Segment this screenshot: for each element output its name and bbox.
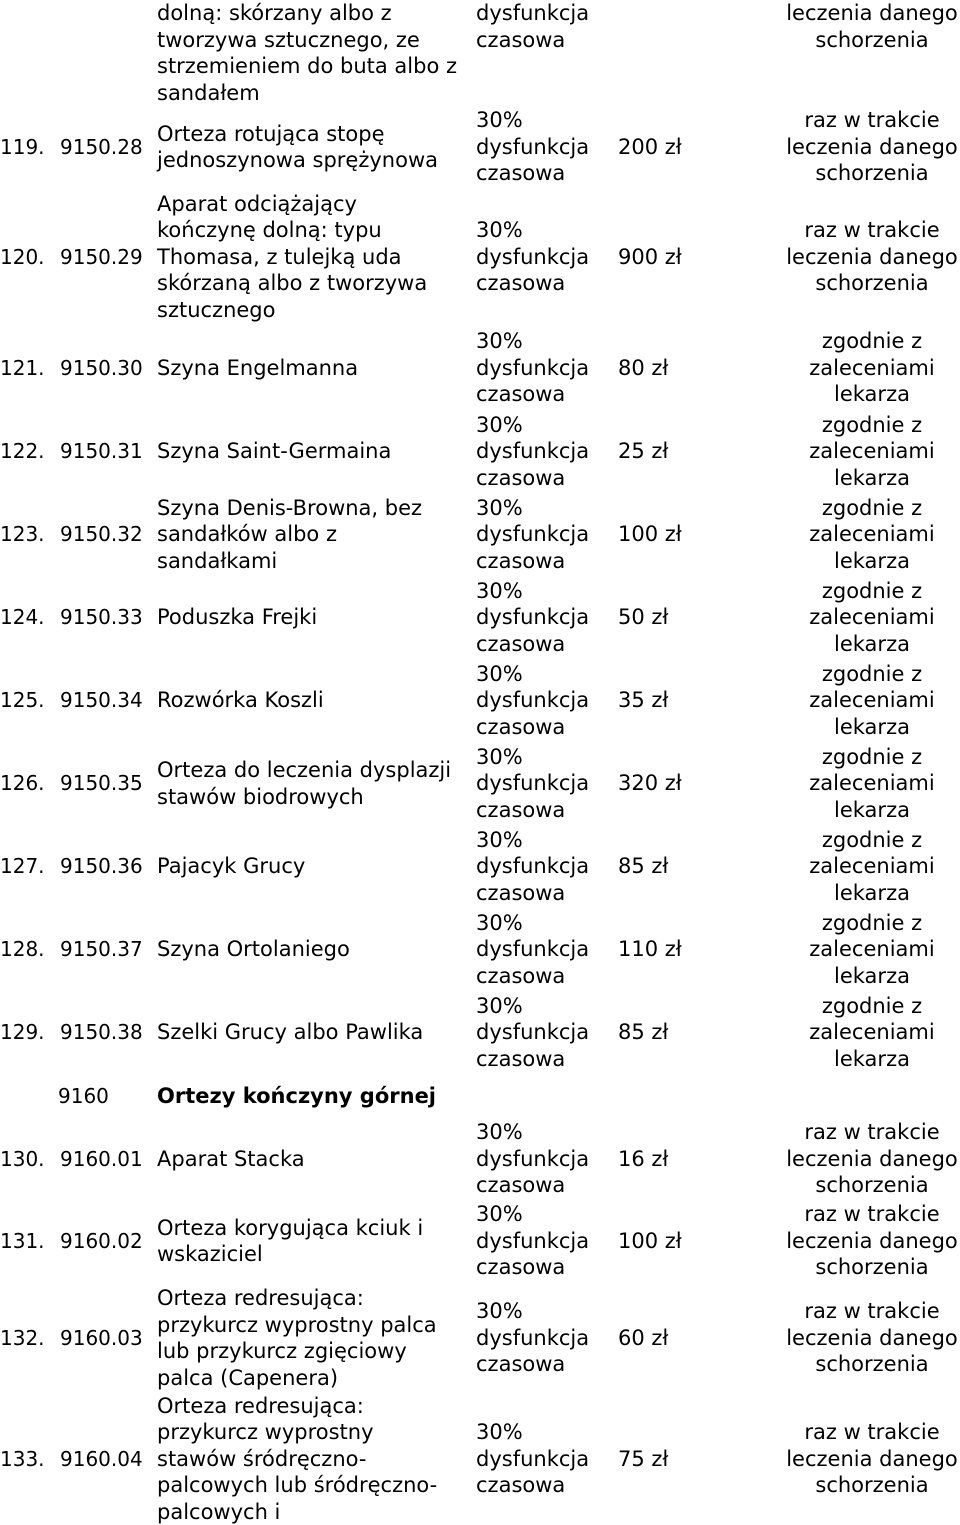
refund-line: dysfunkcja [476,854,590,879]
name-line: palcowych i [157,1499,281,1524]
frequency-line: zaleceniami [809,771,935,796]
refund-line: czasowa [476,797,566,822]
frequency-line: raz w trakcie [804,1420,940,1445]
refund-level [476,825,616,908]
name-line: Thomasa, z tulejką uda [157,244,402,269]
refund-line: czasowa [476,1473,566,1498]
frequency-line: schorzenia [815,1473,929,1498]
item-name [157,1394,475,1524]
item-name [157,188,475,326]
item-code: 9150.37 [60,937,143,962]
row-number: 122. [0,439,45,464]
item-price: 25 zł [618,439,669,464]
row-number: 132. [0,1325,45,1350]
refund-line: 30% [476,108,523,133]
frequency [784,1282,960,1394]
row-number: 120. [0,244,45,269]
refund-line: dysfunkcja [476,1020,590,1045]
frequency [784,1394,960,1524]
frequency-line: schorzenia [815,1352,929,1377]
item-code: 9150.33 [60,605,143,630]
name-line: skórzaną albo z tworzywa [157,271,428,296]
refund-line: dysfunkcja [476,355,590,380]
frequency-line: lekarza [834,797,910,822]
frequency-line: zaleceniami [809,688,935,713]
refund-line: czasowa [476,1255,566,1280]
refund-line: czasowa [476,465,566,490]
row-number: 124. [0,605,45,630]
frequency [784,493,960,576]
name-line: stawów biodrowych [157,784,364,809]
item-name [157,742,475,825]
frequency-line: leczenia danego [786,1146,958,1171]
item-price: 110 zł [618,937,682,962]
refund-line: 30% [476,495,523,520]
item-code: 9160.01 [60,1146,143,1171]
table-row [0,576,960,659]
frequency [784,1200,960,1282]
frequency-line: lekarza [834,1046,910,1071]
frequency-line: lekarza [834,548,910,573]
refund-level [476,326,616,410]
frequency-line: raz w trakcie [804,1202,940,1227]
frequency [784,106,960,188]
frequency-line: zaleceniami [809,605,935,630]
item-name [157,1282,475,1394]
refund-line: dysfunkcja [476,688,590,713]
refund-level [476,410,616,493]
table-row [0,188,960,326]
frequency-line: zaleceniami [809,937,935,962]
refund-line: 30% [476,1420,523,1445]
refund-line: dysfunkcja [476,522,590,547]
frequency-line: lekarza [834,465,910,490]
refund-line: czasowa [476,880,566,905]
item-code: 9150.34 [60,688,143,713]
item-price: 50 zł [618,605,669,630]
table-row [0,410,960,493]
refund-line: czasowa [476,963,566,988]
frequency-line: leczenia danego [786,1446,958,1471]
refund-line: czasowa [476,631,566,656]
frequency [784,659,960,742]
name-line: Aparat Stacka [157,1146,305,1171]
frequency-line: leczenia danego [786,1325,958,1350]
refund-line: dysfunkcja [476,134,590,159]
table-row [0,1118,960,1200]
refund-line: 30% [476,993,523,1018]
name-line: Pajacyk Grucy [157,854,306,879]
item-code: 9150.38 [60,1020,143,1045]
table-row [0,1282,960,1394]
refund-level [476,1200,616,1282]
name-line: kończynę dolną: typu [157,218,382,243]
refund-line: dysfunkcja [476,1146,590,1171]
row-number: 131. [0,1228,45,1253]
frequency-line: zgodnie z [821,993,923,1018]
name-line: przykurcz wyprostny palca [157,1312,437,1337]
name-line: lub przykurcz zgięciowy [157,1339,407,1363]
item-name [157,825,475,908]
name-line: strzemieniem do buta albo z [157,54,458,78]
item-name [157,326,475,410]
refund-line: czasowa [476,1046,566,1071]
frequency-line: zaleceniami [809,1020,935,1045]
frequency-line: schorzenia [815,271,929,296]
row-number: 127. [0,854,45,879]
section-header [0,1074,960,1118]
frequency [784,576,960,659]
name-line: sandałków albo z [157,522,337,547]
name-line: sztucznego [157,297,276,322]
table-row [0,825,960,908]
frequency-line: lekarza [834,382,910,407]
frequency-line: raz w trakcie [804,108,940,133]
refund-level [476,742,616,825]
frequency-line: raz w trakcie [804,218,940,243]
row-number: 125. [0,688,45,713]
name-line: Orteza do leczenia dysplazji [157,758,452,782]
item-price: 75 zł [618,1446,669,1471]
name-line: Orteza korygująca kciuk i [157,1215,424,1240]
refund-level [476,908,616,991]
item-price: 900 zł [618,244,682,269]
name-line: Orteza redresująca: [157,1286,364,1310]
refund-level [476,576,616,659]
name-line: palcowych lub śródręczno- [157,1473,438,1498]
item-price: 100 zł [618,1228,682,1253]
name-line: Szyna Engelmanna [157,355,359,380]
row-number: 133. [0,1446,45,1471]
name-line: Szelki Grucy albo Pawlika [157,1020,424,1045]
frequency-line: zgodnie z [821,661,923,686]
frequency-line: zgodnie z [821,412,923,437]
frequency-line: lekarza [834,880,910,905]
item-code: 9150.28 [60,134,143,159]
frequency [784,825,960,908]
refund-line: czasowa [476,382,566,407]
refund-line: dysfunkcja [476,1325,590,1350]
item-code: 9150.29 [60,244,143,269]
frequency-line: leczenia danego [786,244,958,269]
frequency-line: raz w trakcie [804,1120,940,1145]
table-row [0,106,960,188]
refund-line: 30% [476,1299,523,1324]
item-code: 9150.36 [60,854,143,879]
item-name [157,908,475,991]
table-row [0,908,960,991]
frequency-line: zgodnie z [821,827,923,852]
frequency-line: zaleceniami [809,854,935,879]
name-line: stawów śródręczno- [157,1446,367,1471]
refund-line: czasowa [476,714,566,739]
name-line: Szyna Denis-Browna, bez [157,495,423,520]
frequency-line: lekarza [834,714,910,739]
frequency-line: zaleceniami [809,355,935,380]
section-title: Ortezy kończyny górnej [157,1083,437,1108]
row-number: 119. [0,134,45,159]
name-line: palca (Capenera) [157,1365,339,1390]
refund-line: dysfunkcja [476,244,590,269]
refund-line: dysfunkcja [476,937,590,962]
frequency [784,410,960,493]
item-price: 60 zł [618,1325,669,1350]
item-price: 320 zł [618,771,682,796]
table-row [0,493,960,576]
name-line: wskaziciel [157,1242,263,1266]
name-line: tworzywa sztucznego, ze [157,27,420,52]
refund-line: dysfunkcja [476,605,590,630]
refund-line: 30% [476,744,523,769]
table-row [0,742,960,825]
refund-line: 30% [476,1120,523,1145]
table-row-continued [0,0,960,106]
table-row [0,1394,960,1524]
item-price: 80 zł [618,355,669,380]
table-row [0,1200,960,1282]
frequency-line: leczenia danego [786,134,958,159]
frequency [784,188,960,326]
refund-level [476,991,616,1074]
frequency [784,0,960,106]
section-code: 9160 [58,1083,109,1108]
refund-line: 30% [476,827,523,852]
item-name [157,1200,475,1282]
table-row [0,659,960,742]
item-code: 9150.35 [60,771,143,796]
item-code: 9150.31 [60,439,143,464]
refund-line: dysfunkcja [476,771,590,796]
refund-line: 30% [476,1202,523,1227]
refund-line: czasowa [476,27,566,52]
refund-line: czasowa [476,271,566,296]
refund-line: 30% [476,412,523,437]
item-code: 9160.03 [60,1325,143,1350]
name-line: dolną: skórzany albo z [157,1,392,25]
name-line: Orteza rotująca stopę [157,121,385,146]
row-number: 123. [0,522,45,547]
name-line: sandałem [157,80,260,105]
item-name [157,659,475,742]
frequency-line: raz w trakcie [804,1299,940,1324]
frequency [784,1118,960,1200]
refund-level [476,188,616,326]
frequency-line: zgodnie z [821,495,923,520]
refund-line: 30% [476,329,523,354]
name-line: jednoszynowa sprężynowa [157,148,438,172]
item-name [157,0,475,106]
row-number: 128. [0,937,45,962]
refund-level [476,1282,616,1394]
frequency-line: leczenia danego [786,1,958,25]
refund-level [476,0,616,106]
name-line: Orteza redresująca: [157,1393,364,1418]
refund-level [476,106,616,188]
refund-line: czasowa [476,548,566,573]
item-name [157,106,475,188]
frequency-line: schorzenia [815,1173,929,1198]
refund-line: dysfunkcja [476,439,590,464]
item-name [157,493,475,576]
frequency [784,991,960,1074]
frequency-line: zgodnie z [821,578,923,603]
item-price: 200 zł [618,134,682,159]
item-name [157,410,475,493]
item-code: 9160.02 [60,1228,143,1253]
item-price: 35 zł [618,688,669,713]
frequency-line: schorzenia [815,27,929,52]
frequency-line: lekarza [834,631,910,656]
item-name [157,576,475,659]
refund-line: czasowa [476,1173,566,1198]
frequency-line: zaleceniami [809,522,935,547]
item-name [157,1118,475,1200]
frequency-line: schorzenia [815,161,929,186]
row-number: 126. [0,771,45,796]
refund-level [476,1118,616,1200]
refund-line: dysfunkcja [476,1446,590,1471]
item-price: 100 zł [618,522,682,547]
item-name [157,991,475,1074]
frequency-line: schorzenia [815,1255,929,1280]
item-price: 85 zł [618,854,669,879]
frequency [784,908,960,991]
name-line: Szyna Saint-Germaina [157,439,392,464]
refund-line: 30% [476,910,523,935]
refund-line: dysfunkcja [476,1228,590,1253]
refund-line: dysfunkcja [476,1,590,25]
row-number: 121. [0,355,45,380]
refund-level [476,493,616,576]
item-price: 16 zł [618,1146,669,1171]
frequency-line: zgodnie z [821,910,923,935]
refund-line: 30% [476,578,523,603]
item-price: 85 zł [618,1020,669,1045]
refund-line: czasowa [476,1352,566,1377]
item-code: 9160.04 [60,1446,143,1471]
refund-line: 30% [476,661,523,686]
table-row [0,326,960,410]
item-code: 9150.32 [60,522,143,547]
row-number: 129. [0,1020,45,1045]
frequency-line: lekarza [834,963,910,988]
frequency-line: zgodnie z [821,744,923,769]
refund-line: 30% [476,218,523,243]
frequency-line: zaleceniami [809,439,935,464]
refund-level [476,1394,616,1524]
name-line: Aparat odciążający [157,191,357,216]
frequency [784,326,960,410]
name-line: sandałkami [157,548,278,573]
item-code: 9150.30 [60,355,143,380]
name-line: Szyna Ortolaniego [157,937,350,962]
name-line: Poduszka Frejki [157,605,318,630]
table-row [0,991,960,1074]
frequency-line: zgodnie z [821,329,923,354]
name-line: Rozwórka Koszli [157,688,324,713]
frequency-line: leczenia danego [786,1228,958,1253]
frequency [784,742,960,825]
row-number: 130. [0,1146,45,1171]
refund-line: czasowa [476,161,566,186]
name-line: przykurcz wyprostny [157,1420,374,1445]
refund-level [476,659,616,742]
